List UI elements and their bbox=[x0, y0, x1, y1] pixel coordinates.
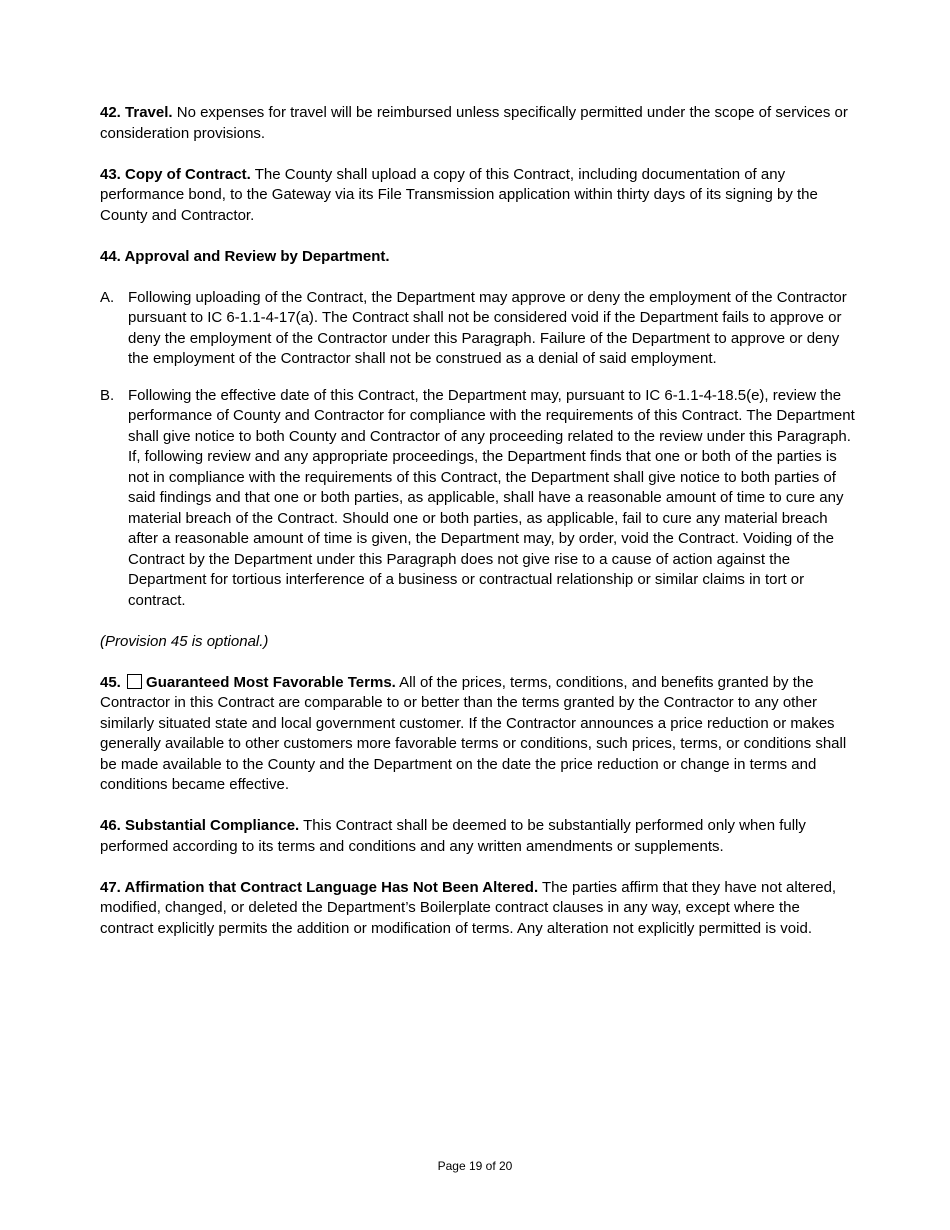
section-45 bbox=[100, 673, 855, 796]
section-45-heading: Guaranteed Most Favorable Terms. bbox=[146, 673, 396, 691]
optional-note: (Provision 45 is optional.) bbox=[100, 632, 269, 650]
section-47-heading: 47. Affirmation that Contract Language Has Not Been Altered. bbox=[100, 878, 539, 896]
list-letter: B. bbox=[100, 386, 115, 404]
list-text: Following uploading of the Contract, the Department may approve or deny the employment of the Contractor pursuant to IC 6-1.1-4-17(a). The Contract shall not be considered void if the Department fails to approve or deny the employment of the Contractor under this Paragraph. Failure of the Department to approve or deny the employment of the Contractor shall not be construed as a denial of said employment. bbox=[128, 288, 847, 367]
section-44-item-b bbox=[100, 386, 855, 612]
section-42-body: No expenses for travel will be reimbursed unless specifically permitted under the scope of services or consideration provisions. bbox=[100, 104, 848, 142]
page-footer: Page 19 of 20 bbox=[437, 1159, 513, 1173]
section-47-body: The parties affirm that they have not altered, modified, changed, or deleted the Department’s Boilerplate contract clauses in any way, except where the contract explicitly permits the addition or modification of terms. Any alteration not explicitly permitted is void. bbox=[100, 878, 837, 937]
section-44-heading: 44. Approval and Review by Department. bbox=[100, 247, 390, 265]
section-42 bbox=[100, 103, 855, 144]
favorable-terms-checkbox[interactable] bbox=[127, 674, 142, 689]
section-43-heading: 43. Copy of Contract. bbox=[100, 165, 251, 183]
section-46-heading: 46. Substantial Compliance. bbox=[100, 817, 300, 834]
section-47 bbox=[100, 878, 855, 940]
section-44-item-a bbox=[100, 288, 855, 370]
section-46-body: This Contract shall be deemed to be substantially performed only when fully performed according to its terms and conditions and any written amendments or supplements. bbox=[100, 817, 806, 855]
section-45-body: All of the prices, terms, conditions, and benefits granted by the Contractor in this Contract are comparable to or better than the terms granted by the Contractor to any other similarly situated state and local government customer. If the Contractor announces a price reduction or makes generally available to other customers more favorable terms or conditions, such prices, terms, or conditions shall be made available to the County and the Department on the date the price reduction or change in terms and conditions became effective. bbox=[100, 673, 847, 793]
section-43 bbox=[100, 165, 855, 227]
section-46 bbox=[100, 816, 855, 857]
list-letter: A. bbox=[100, 288, 115, 306]
list-text: Following the effective date of this Contract, the Department may, pursuant to IC 6-1.1-4-18.5(e), review the performance of County and Contractor for compliance with the requirements of this Contract. The Department shall give notice to both County and Contractor of any proceeding related to the review under this Paragraph. If, following review and any appropriate proceedings, the Department finds that one or both of the parties is not in compliance with the requirements of this Contract, the Department shall give notice to both parties of said findings and that one or both parties, as applicable, shall have a reasonable amount of time to cure any material breach of the Contract. Should one or both parties, as applicable, fail to cure any material breach after a reasonable amount of time is given, the Department may, by order, void the Contract. Voiding of the Contract by the Department under this Paragraph does not give rise to a cause of action against the Department for tortious interference of a business or contractual relationship or similar claims in tort or contract. bbox=[128, 386, 855, 609]
section-43-body: The County shall upload a copy of this Contract, including documentation of any performance bond, to the Gateway via its File Transmission application within thirty days of its signing by the County and Contractor. bbox=[100, 165, 818, 224]
section-42-heading: 42. Travel. bbox=[100, 104, 173, 121]
document-page bbox=[100, 103, 855, 960]
section-45-number: 45. bbox=[100, 673, 121, 691]
